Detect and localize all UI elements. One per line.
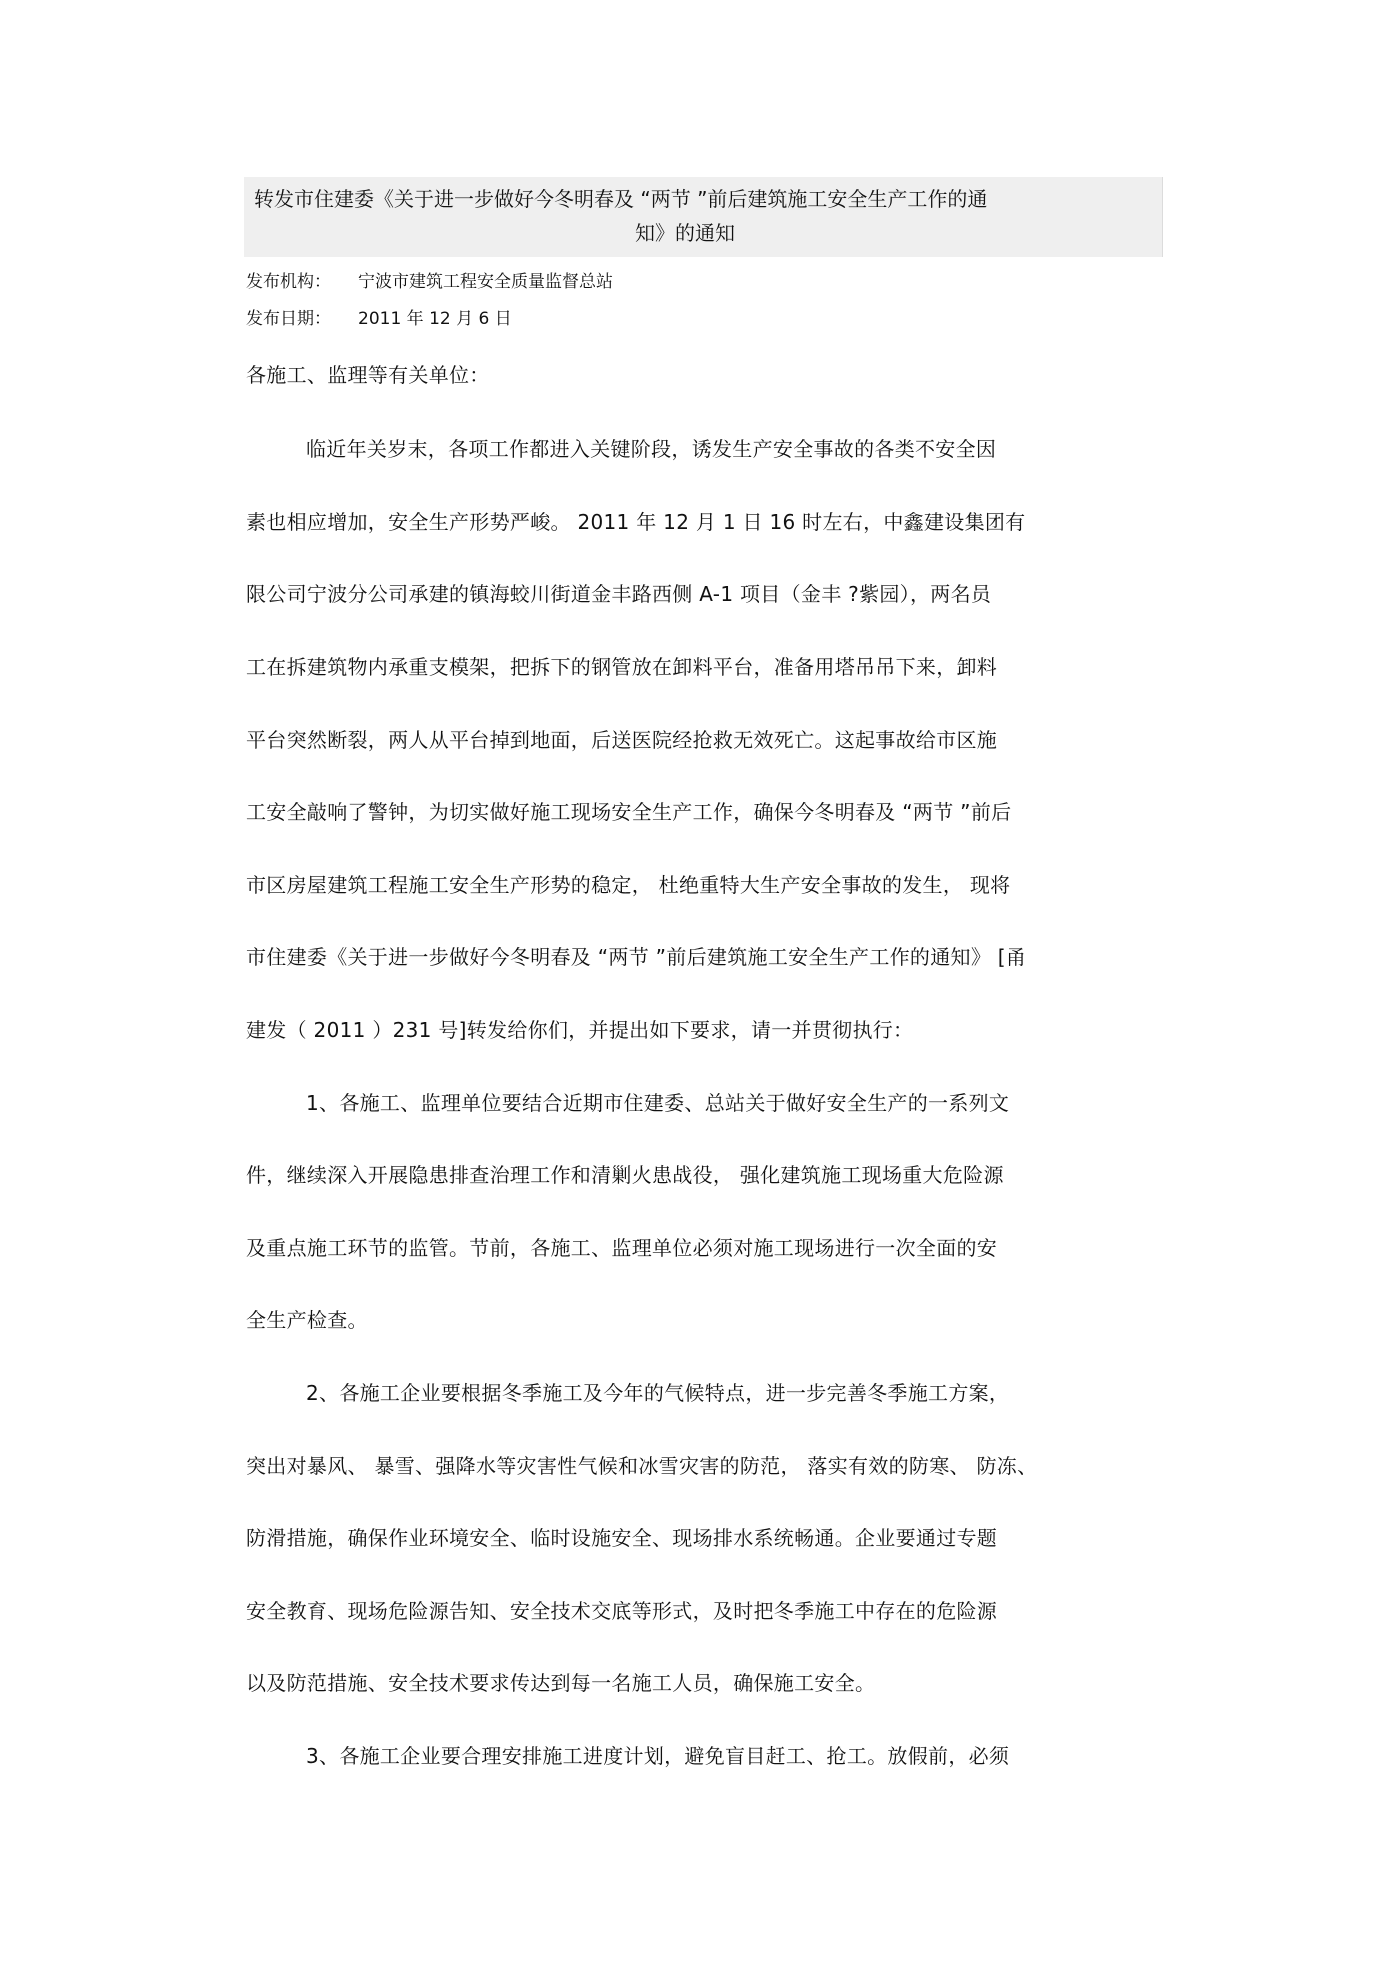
salutation: 各施工、监理等有关单位： [246,363,490,387]
publisher-label: 发布机构： [246,272,331,292]
item-1-line: 全生产检查。 [246,1308,368,1332]
paragraph-line: 建发（ 2011 ）231 号]转发给你们，并提出如下要求，请一并贯彻执行： [246,1018,914,1042]
paragraph-line: 限公司宁波分公司承建的镇海蛟川街道金丰路西侧 A-1 项目（金丰 ?紫园），两名员 [246,582,992,606]
title-line-1: 转发市住建委《关于进一步做好今冬明春及 “两节 ”前后建筑施工安全生产工作的通 [254,187,988,211]
paragraph-line: 市住建委《关于进一步做好今冬明春及 “两节 ”前后建筑施工安全生产工作的通知》 [甬 [246,945,1027,969]
publisher-row [246,267,613,292]
title-line-2: 知》的通知 [635,221,735,245]
item-3-line: 3、各施工企业要合理安排施工进度计划，避免盲目赶工、抢工。放假前，必须 [306,1744,1010,1768]
publisher-value: 宁波市建筑工程安全质量监督总站 [358,272,613,292]
paragraph-line: 工在拆建筑物内承重支模架，把拆下的钢管放在卸料平台，准备用塔吊吊下来，卸料 [246,655,998,679]
paragraph-line: 素也相应增加，安全生产形势严峻。 2011 年 12 月 1 日 16 时左右，中鑫建设集团有 [246,510,1026,534]
item-1-line: 及重点施工环节的监管。节前，各施工、监理单位必须对施工现场进行一次全面的安 [246,1236,998,1260]
paragraph-line: 市区房屋建筑工程施工安全生产形势的稳定， 杜绝重特大生产安全事故的发生， 现将 [246,873,1011,897]
item-2-line: 安全教育、现场危险源告知、安全技术交底等形式，及时把冬季施工中存在的危险源 [246,1599,998,1623]
paragraph-line: 临近年关岁末，各项工作都进入关键阶段，诱发生产安全事故的各类不安全因 [306,437,997,461]
publish-date-label: 发布日期： [246,309,331,329]
paragraph-line: 平台突然断裂，两人从平台掉到地面，后送医院经抢救无效死亡。这起事故给市区施 [246,728,998,752]
title-box [244,177,1163,257]
item-1-line: 1、各施工、监理单位要结合近期市住建委、总站关于做好安全生产的一系列文 [306,1091,1010,1115]
item-2-line: 防滑措施，确保作业环境安全、临时设施安全、现场排水系统畅通。企业要通过专题 [246,1526,998,1550]
publish-date-value: 2011 年 12 月 6 日 [358,309,512,329]
item-1-line: 件，继续深入开展隐患排查治理工作和清剿火患战役， 强化建筑施工现场重大危险源 [246,1163,1004,1187]
item-2-line: 以及防范措施、安全技术要求传达到每一名施工人员，确保施工安全。 [246,1671,876,1695]
item-2-line: 突出对暴风、 暴雪、强降水等灾害性气候和冰雪灾害的防范， 落实有效的防寒、 防冻、 [246,1454,1038,1478]
paragraph-line: 工安全敲响了警钟，为切实做好施工现场安全生产工作，确保今冬明春及 “两节 ”前后 [246,800,1012,824]
publish-date-row [246,304,512,329]
item-2-line: 2、各施工企业要根据冬季施工及今年的气候特点，进一步完善冬季施工方案， [306,1381,1010,1405]
